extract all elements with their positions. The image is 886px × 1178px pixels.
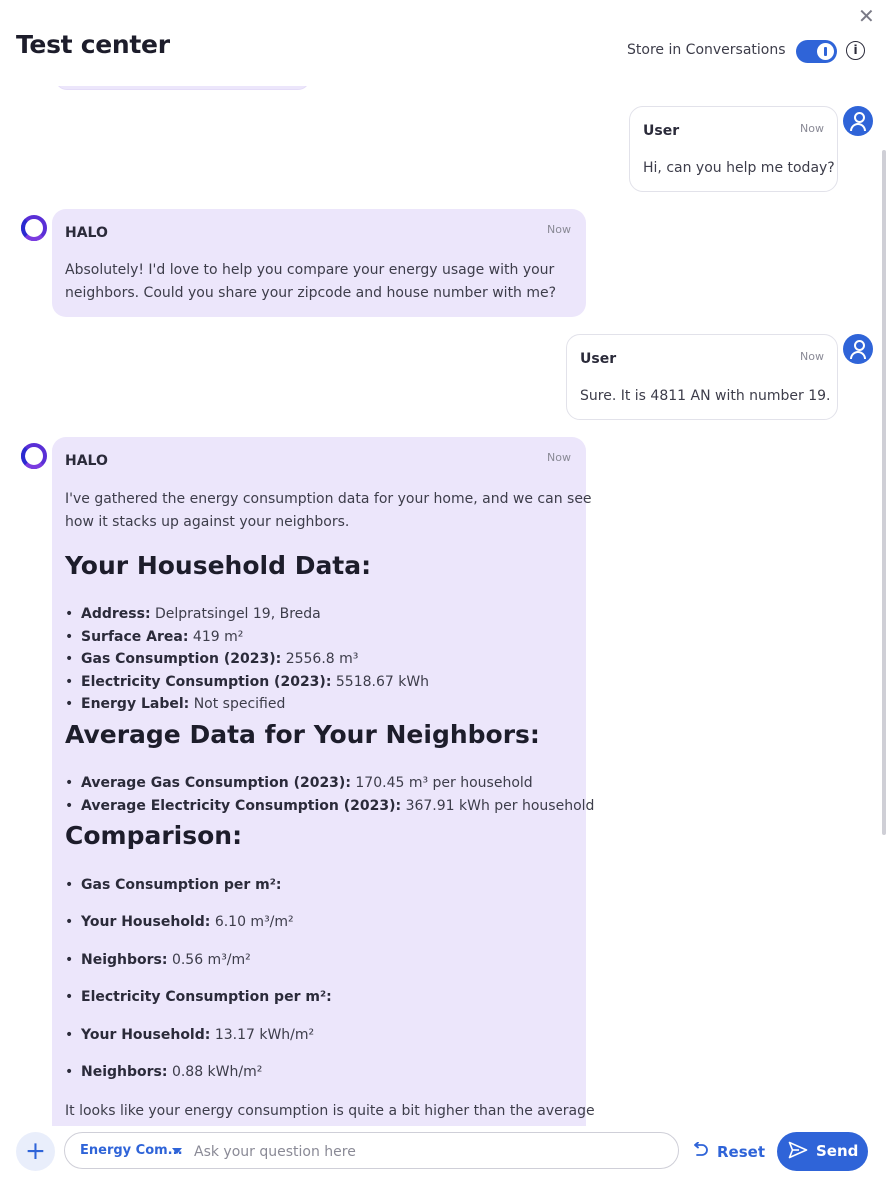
message-text-line: Absolutely! I'd love to help you compare your energy usage with your [65, 262, 555, 278]
sender-name: HALO [65, 453, 108, 469]
composer [0, 1126, 886, 1178]
mode-dropdown[interactable]: Energy Com... [80, 1143, 183, 1158]
message-time: Now [800, 350, 824, 363]
store-in-conversations-toggle[interactable] [796, 40, 837, 63]
toggle-knob [817, 43, 834, 60]
scrollbar[interactable] [882, 150, 886, 835]
reset-button[interactable] [692, 1142, 765, 1161]
user-message [566, 334, 838, 420]
info-icon[interactable]: i [846, 41, 865, 60]
message-text-line: I've gathered the energy consumption data for your home, and we can see [65, 491, 592, 507]
list-item: • Your Household: 13.17 kWh/m² [81, 1027, 314, 1043]
list-item: • Address: Delpratsingel 19, Breda [81, 606, 321, 622]
page-title: Test center [16, 30, 170, 59]
message-text-line: how it stacks up against your neighbors. [65, 514, 350, 530]
halo-avatar [21, 443, 47, 469]
reset-label: Reset [717, 1143, 765, 1161]
halo-message [52, 209, 586, 317]
list-item: • Surface Area: 419 m² [81, 629, 243, 645]
sender-name: User [643, 123, 680, 139]
halo-message [52, 437, 595, 1126]
user-avatar [843, 334, 873, 364]
list-item: • Energy Label: Not specified [81, 696, 285, 712]
comparison-heading: Comparison: [65, 821, 243, 850]
add-attachment-button[interactable]: + [16, 1132, 55, 1171]
message-text-line: neighbors. Could you share your zipcode and house number with me? [65, 285, 557, 301]
send-button[interactable] [777, 1132, 868, 1171]
list-item: • Neighbors: 0.56 m³/m² [81, 952, 251, 968]
user-message [629, 106, 838, 192]
store-in-conversations-label: Store in Conversations [627, 42, 786, 58]
message-text: Hi, can you help me today? [643, 160, 835, 176]
message-text: Sure. It is 4811 AN with number 19. [580, 388, 831, 404]
list-item: • Gas Consumption per m²: [81, 877, 281, 893]
halo-avatar [21, 215, 47, 241]
previous-message-edge [55, 86, 310, 90]
header [0, 0, 886, 86]
user-avatar [843, 106, 873, 136]
sender-name: HALO [65, 225, 108, 241]
list-item: • Gas Consumption (2023): 2556.8 m³ [81, 651, 358, 667]
message-time: Now [547, 451, 571, 464]
chevron-down-icon[interactable] [172, 1148, 182, 1154]
list-item: • Electricity Consumption per m²: [81, 989, 332, 1005]
message-time: Now [800, 122, 824, 135]
neighbors-heading: Average Data for Your Neighbors: [65, 720, 540, 749]
message-time: Now [547, 223, 571, 236]
list-item: • Electricity Consumption (2023): 5518.67 kWh [81, 674, 429, 690]
close-icon[interactable]: ✕ [858, 4, 875, 28]
question-input-container [64, 1132, 679, 1169]
list-item: • Your Household: 6.10 m³/m² [81, 914, 294, 930]
message-text-line: It looks like your energy consumption is quite a bit higher than the average [65, 1103, 595, 1119]
sender-name: User [580, 351, 617, 367]
list-item: • Average Electricity Consumption (2023): 367.91 kWh per household [81, 798, 594, 814]
question-input[interactable] [192, 1140, 666, 1164]
chat-transcript[interactable] [0, 86, 886, 1126]
undo-icon [692, 1142, 709, 1161]
send-label: Send [816, 1142, 859, 1160]
household-heading: Your Household Data: [65, 551, 372, 580]
send-icon [788, 1141, 808, 1163]
list-item: • Neighbors: 0.88 kWh/m² [81, 1064, 262, 1080]
list-item: • Average Gas Consumption (2023): 170.45 m³ per household [81, 775, 533, 791]
